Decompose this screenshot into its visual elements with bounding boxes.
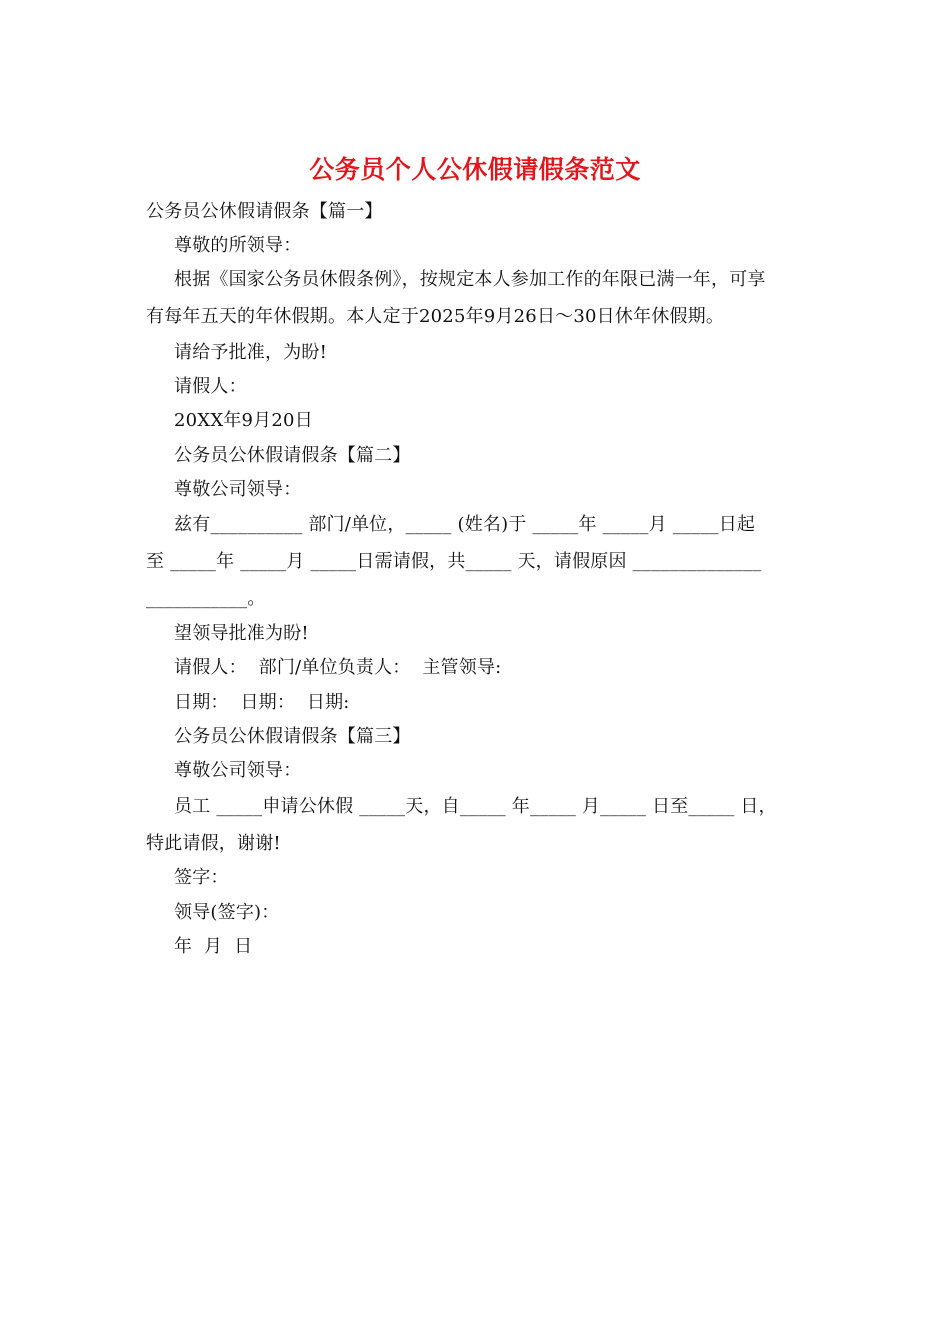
salutation-2: 尊敬公司领导： — [174, 479, 302, 500]
signature-label-3: 签字： — [174, 867, 229, 888]
section-heading-2: 公务员公休假请假条【篇二】 — [174, 445, 411, 466]
applicant-label-1: 请假人： — [174, 376, 247, 397]
section-heading-1: 公务员公休假请假条【篇一】 — [146, 201, 383, 222]
signatories-line-2: 请假人： 部门/单位负责人： 主管领导: — [174, 657, 502, 678]
request-line-1: 请给予批准，为盼! — [174, 342, 328, 363]
leader-signature-label-3: 领导(签字)： — [174, 902, 280, 923]
salutation-3: 尊敬公司领导： — [174, 760, 302, 781]
date-line-3: 年 月 日 — [174, 936, 253, 957]
document-title: 公务员个人公休假请假条范文 — [309, 155, 641, 184]
body-paragraph-1-cont: 有每年五天的年休假期。本人定于2025年9月26日～30日休年休假期。 — [146, 306, 725, 327]
form-line-2a: 兹有__________ 部门/单位，_____ (姓名)于 _____年 _____月 _____日起 — [174, 514, 756, 535]
dates-line-2: 日期： 日期： 日期: — [174, 692, 350, 713]
form-line-3b: 特此请假，谢谢! — [146, 833, 281, 854]
form-line-2b: 至 _____年 _____月 _____日需请假，共_____ 天，请假原因 ______________ — [146, 551, 762, 572]
form-line-2c: ___________。 — [146, 588, 266, 609]
body-paragraph-1: 根据《国家公务员休假条例》，按规定本人参加工作的年限已满一年，可享 — [174, 269, 766, 290]
section-heading-3: 公务员公休假请假条【篇三】 — [174, 726, 411, 747]
form-line-3a: 员工 _____申请公休假 _____天，自_____ 年_____ 月_____ 日至_____ 日， — [174, 796, 777, 817]
request-line-2: 望领导批准为盼! — [174, 623, 309, 644]
date-line-1: 20XX年9月20日 — [174, 410, 313, 431]
salutation-1: 尊敬的所领导： — [174, 235, 302, 256]
